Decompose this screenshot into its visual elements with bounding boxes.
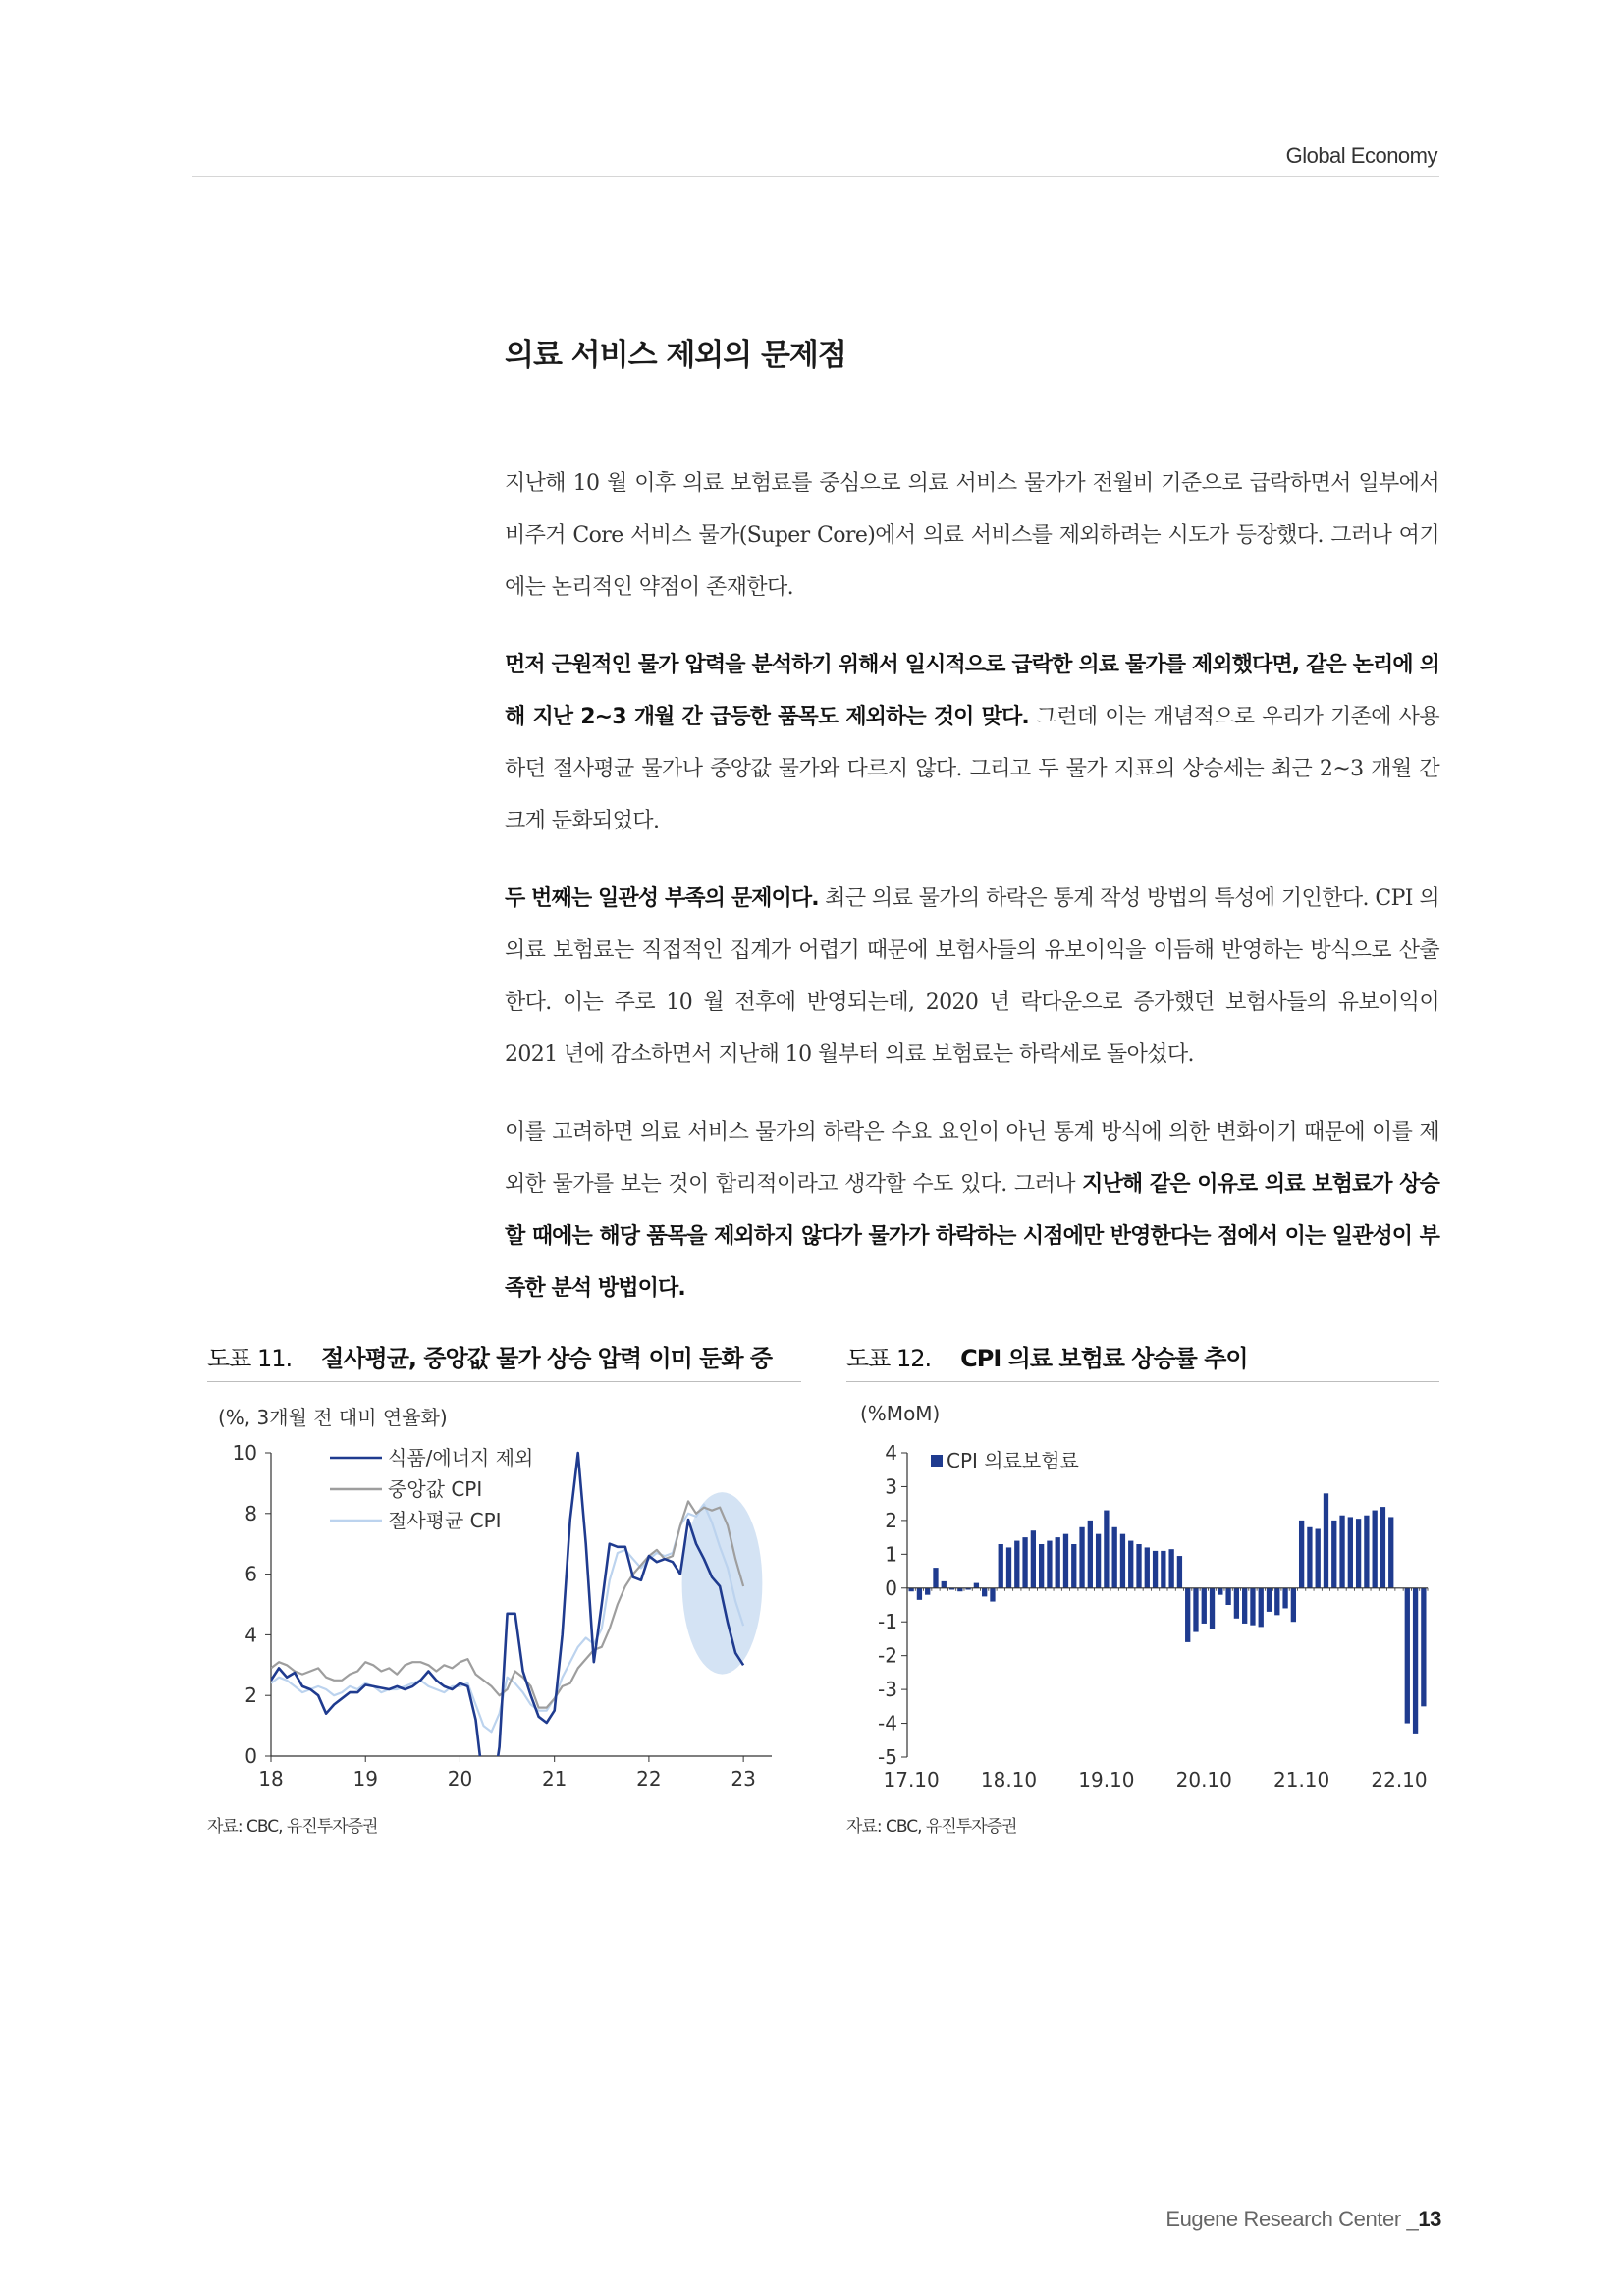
chart11-x-tick-label: 22 — [636, 1767, 662, 1790]
chart12-bar — [1120, 1534, 1125, 1588]
chart12-bar — [1193, 1588, 1198, 1632]
chart12-bar — [1112, 1527, 1117, 1588]
chart12-bar — [917, 1588, 922, 1600]
chart12-legend-swatch — [931, 1455, 943, 1467]
chart12-bar — [1339, 1516, 1344, 1588]
chart12-bar — [1242, 1588, 1247, 1624]
chart12-bar — [1031, 1530, 1036, 1588]
figure12-source: 자료: CBC, 유진투자증권 — [846, 1817, 1017, 1837]
chart12-bar — [1225, 1588, 1230, 1605]
figure11-line-chart — [207, 1431, 801, 1804]
chart12-bar — [1373, 1511, 1378, 1588]
chart12-bar — [1022, 1537, 1027, 1588]
chart11-x-tick-label: 20 — [447, 1767, 473, 1790]
chart12-bar — [982, 1588, 987, 1597]
chart12-bar — [1063, 1534, 1068, 1588]
chart12-bar — [1291, 1588, 1296, 1622]
chart11-y-tick-label: 2 — [244, 1683, 257, 1708]
article-title: 의료 서비스 제외의 문제점 — [505, 338, 846, 373]
chart12-bar — [1168, 1549, 1173, 1588]
chart12-bar — [1250, 1588, 1255, 1626]
chart12-bar — [1161, 1551, 1165, 1588]
chart12-bar — [1364, 1516, 1369, 1588]
figure11-title — [207, 1339, 772, 1373]
figure12-title-rule — [846, 1381, 1439, 1382]
chart12-legend-label: CPI 의료보험료 — [947, 1449, 1079, 1472]
chart11-x-tick-label: 23 — [731, 1767, 756, 1790]
chart12-bar — [1421, 1588, 1426, 1707]
chart12-bar — [1153, 1551, 1158, 1588]
chart12-bar — [1006, 1547, 1011, 1587]
chart12-bar — [1274, 1588, 1279, 1616]
chart12-x-tick-label: 17.10 — [883, 1768, 940, 1791]
chart12-bar — [990, 1588, 995, 1602]
figure11-label: 도표 11. — [207, 1345, 293, 1372]
chart12-y-tick-label: -3 — [878, 1678, 897, 1702]
chart12-bar — [1039, 1544, 1044, 1588]
chart11-legend-label: 절사평균 CPI — [388, 1509, 502, 1532]
chart11-y-tick-label: 8 — [244, 1501, 257, 1525]
chart12-bar — [1071, 1544, 1076, 1588]
chart12-y-tick-label: -1 — [878, 1610, 897, 1634]
chart12-bar — [925, 1588, 930, 1595]
chart12-y-tick-label: 1 — [885, 1542, 897, 1567]
chart12-bar — [1316, 1529, 1321, 1588]
chart12-bar — [1331, 1521, 1336, 1588]
chart11-x-tick-label: 21 — [541, 1767, 568, 1790]
chart12-bar — [1324, 1493, 1328, 1587]
chart12-bar — [1104, 1511, 1109, 1588]
chart12-bar — [999, 1544, 1003, 1588]
chart12-bar — [1096, 1534, 1101, 1588]
chart12-bar — [942, 1581, 947, 1588]
chart11-x-tick-label: 19 — [352, 1767, 378, 1790]
chart12-bar — [1259, 1588, 1264, 1628]
page-number: 13 — [1418, 2207, 1441, 2231]
header-divider — [192, 176, 1439, 177]
chart12-bar — [974, 1583, 979, 1588]
chart12-bar — [1267, 1588, 1272, 1612]
figure11-source: 자료: CBC, 유진투자증권 — [207, 1817, 378, 1837]
chart12-bar — [1405, 1588, 1410, 1724]
chart12-bar — [1234, 1588, 1239, 1619]
header-section-label: Global Economy — [1285, 143, 1437, 168]
chart12-bar — [1210, 1588, 1215, 1629]
chart12-y-tick-label: 2 — [885, 1508, 897, 1532]
paragraph-segment: 지난해 10 월 이후 의료 보험료를 중심으로 의료 서비스 물가가 전월비 기준으로 급락하면서 일부에서 비주거 Core 서비스 물가(Super Core)에서 의료 서비스를 제외하려는 시도가 등장했다. 그러나 여기에는 논리적인 약점이 존재한다. — [505, 471, 1439, 600]
chart12-bar — [1380, 1507, 1385, 1588]
chart12-bar — [1185, 1588, 1190, 1642]
chart11-y-tick-label: 0 — [244, 1744, 257, 1768]
chart12-bar — [1218, 1588, 1222, 1595]
figure11-title-text: 절사평균, 중앙값 물가 상승 압력 이미 둔화 중 — [321, 1345, 773, 1372]
figure11-unit: (%, 3개월 전 대비 연율화) — [218, 1406, 448, 1429]
paragraph-segment-bold: 두 번째는 일관성 부족의 문제이다. — [505, 886, 819, 911]
chart12-bar — [1356, 1519, 1361, 1588]
chart12-y-tick-label: -2 — [878, 1643, 897, 1668]
figure12-title — [846, 1339, 1248, 1373]
chart12-bar — [1136, 1544, 1141, 1588]
paragraph-segment: 최근 의료 물가의 하락은 통계 작성 방법의 특성에 기인한다. CPI 의 의료 보험료는 직접적인 집계가 어렵기 때문에 보험사들의 유보이익을 이듬해 반영하는 방식으로 산출한다. 이는 주로 10 월 전후에 반영되는데, 2020 년 락다운으로 증가했던 보험사들의 유보이익이 2021 년에 감소하면서 지난해 10 월부터 의료 보험료는 하락세로 돌아섰다. — [505, 886, 1439, 1067]
chart12-bar — [1056, 1537, 1060, 1588]
chart12-y-tick-label: 3 — [885, 1474, 897, 1499]
chart12-y-tick-label: -4 — [878, 1711, 897, 1735]
chart12-bar — [1282, 1588, 1287, 1609]
paragraph-segment-bold: 지난해 같은 이유로 의료 보험료가 상승할 때에는 해당 품목을 제외하지 않다가 물가가 하락하는 시점에만 반영한다는 점에서 이는 일관성이 부족한 분석 방법이다. — [505, 1172, 1440, 1301]
chart12-bar — [1177, 1556, 1182, 1588]
chart12-y-tick-label: -5 — [878, 1745, 897, 1769]
chart12-x-tick-label: 21.10 — [1273, 1768, 1330, 1791]
paragraph-2 — [505, 639, 1439, 847]
figure12-bar-chart — [846, 1431, 1439, 1804]
chart12-x-tick-label: 22.10 — [1371, 1768, 1428, 1791]
paragraph-segment: 이를 고려하면 의료 서비스 물가의 하락은 수요 요인이 아닌 통계 방식에 의한 변화이기 때문에 이를 제외한 물가를 보는 것이 합리적이라고 생각할 수도 있다. 그러나 — [505, 1120, 1439, 1197]
paragraph-4 — [505, 1106, 1439, 1314]
chart12-x-tick-label: 20.10 — [1175, 1768, 1232, 1791]
chart12-x-tick-label: 18.10 — [980, 1768, 1038, 1791]
chart11-legend-label: 중앙값 CPI — [388, 1477, 483, 1501]
chart12-bar — [1388, 1517, 1393, 1587]
chart12-bar — [1079, 1527, 1084, 1588]
chart12-bar — [1088, 1521, 1093, 1588]
chart12-bar — [933, 1568, 938, 1588]
chart12-bar — [1307, 1527, 1312, 1588]
chart12-bar — [1014, 1541, 1019, 1588]
chart11-series-line — [271, 1453, 743, 1801]
chart12-bar — [1202, 1588, 1207, 1624]
chart11-y-tick-label: 10 — [232, 1441, 257, 1465]
paragraph-segment-bold: 먼저 근원적인 물가 압력을 분석하기 위해서 일시적으로 급락한 의료 물가를 제외했다면, 같은 논리에 의해 지난 2~3 개월 간 급등한 품목도 제외하는 것이 맞다. — [505, 653, 1439, 729]
figure12-unit: (%MoM) — [860, 1402, 941, 1425]
chart12-bar — [1348, 1517, 1353, 1587]
article-body — [505, 457, 1439, 1340]
chart12-y-tick-label: 4 — [885, 1441, 897, 1465]
chart12-bar — [1299, 1521, 1304, 1588]
chart12-bar — [1413, 1588, 1418, 1734]
chart12-bar — [1145, 1547, 1150, 1587]
figure12-title-text: CPI 의료 보험료 상승률 추이 — [960, 1345, 1248, 1372]
figure11-title-rule — [207, 1381, 801, 1382]
chart11-highlight-ellipse — [682, 1492, 763, 1674]
chart11-legend-label: 식품/에너지 제외 — [388, 1446, 534, 1469]
figure12-label: 도표 12. — [846, 1345, 932, 1372]
chart12-bar — [1047, 1541, 1052, 1588]
chart12-y-tick-label: 0 — [885, 1575, 897, 1600]
chart11-x-tick-label: 18 — [258, 1767, 284, 1790]
chart12-bar — [1128, 1541, 1133, 1588]
paragraph-segment: 그런데 이는 개념적으로 우리가 기존에 사용하던 절사평균 물가나 중앙값 물가와 다르지 않다. 그리고 두 물가 지표의 상승세는 최근 2~3 개월 간 크게 둔화되었다. — [505, 705, 1439, 833]
chart11-y-tick-label: 4 — [244, 1623, 257, 1647]
footer-text: Eugene Research Center _ — [1165, 2207, 1419, 2231]
chart11-y-tick-label: 6 — [244, 1562, 257, 1586]
paragraph-1 — [505, 457, 1439, 614]
chart12-x-tick-label: 19.10 — [1078, 1768, 1135, 1791]
page-footer — [1165, 2207, 1441, 2232]
paragraph-3 — [505, 873, 1439, 1081]
